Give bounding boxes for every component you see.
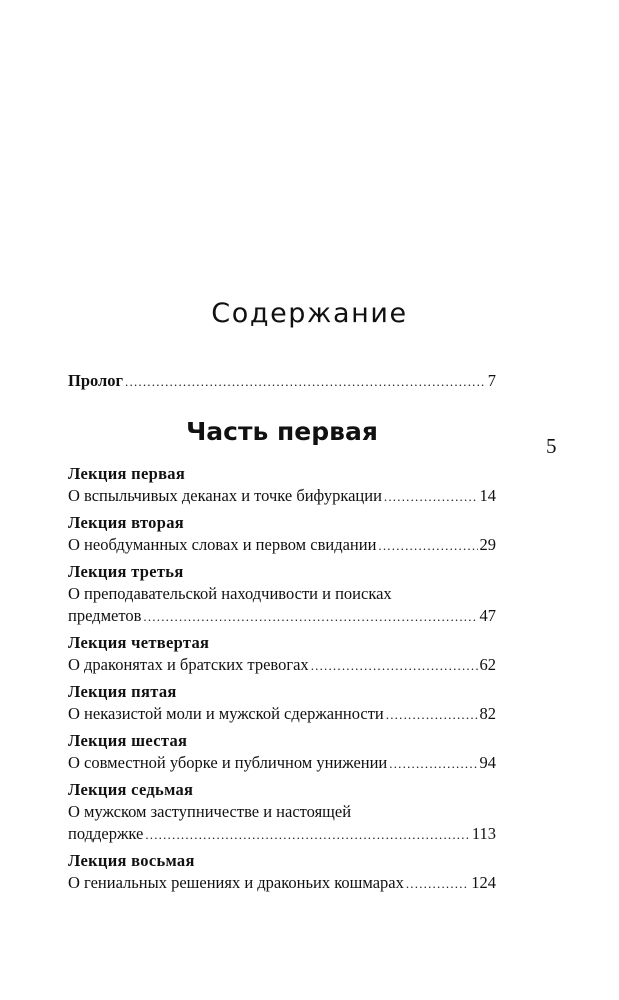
lecture-description-line: О совместной уборке и публичном унижении xyxy=(68,753,388,772)
dot-leader xyxy=(125,371,486,393)
table-of-contents xyxy=(68,370,496,899)
lecture-description-line: О мужском заступничестве и настоящей xyxy=(68,802,352,821)
toc-entry-lecture xyxy=(68,512,496,557)
lecture-last-line xyxy=(68,605,496,628)
toc-entry-lecture xyxy=(68,779,496,846)
lecture-last-line xyxy=(68,752,496,775)
lecture-last-line xyxy=(68,703,496,726)
toc-entry-lecture xyxy=(68,561,496,628)
part-title: Часть первая xyxy=(186,417,378,446)
lecture-description-line: О неказистой моли и мужской сдержанности xyxy=(68,704,384,723)
lecture-list xyxy=(68,463,496,895)
toc-entry-lecture xyxy=(68,730,496,775)
dot-leader xyxy=(386,704,478,726)
lecture-description-line: поддержке xyxy=(68,824,144,843)
lecture-title: Лекция первая xyxy=(68,464,186,483)
dot-leader xyxy=(145,824,470,846)
lecture-description-line: О вспыльчивых деканах и точке бифуркации xyxy=(68,486,382,505)
lecture-page: 47 xyxy=(479,606,496,625)
toc-heading: Содержание xyxy=(211,298,408,329)
lecture-title: Лекция седьмая xyxy=(68,780,194,799)
lecture-last-line xyxy=(68,872,496,895)
lecture-page: 29 xyxy=(479,535,496,554)
page-number: 5 xyxy=(546,434,557,458)
lecture-last-line xyxy=(68,654,496,677)
dot-leader xyxy=(311,655,478,677)
lecture-title: Лекция вторая xyxy=(68,513,184,532)
lecture-page: 62 xyxy=(479,655,496,674)
dot-leader xyxy=(389,753,477,775)
lecture-description-line: О необдуманных словах и первом свидании xyxy=(68,535,377,554)
lecture-title: Лекция пятая xyxy=(68,682,177,701)
lecture-description-line: О драконятах и братских тревогах xyxy=(68,655,309,674)
toc-entry-lecture xyxy=(68,681,496,726)
lecture-last-line xyxy=(68,823,496,846)
lecture-page: 14 xyxy=(479,486,496,505)
toc-entry-lecture xyxy=(68,850,496,895)
dot-leader xyxy=(143,606,477,628)
lecture-description-line: О преподавательской находчивости и поисках xyxy=(68,584,392,603)
lecture-last-line xyxy=(68,485,496,508)
dot-leader xyxy=(406,873,469,895)
dot-leader xyxy=(384,486,478,508)
prologue-title: Пролог xyxy=(68,371,124,390)
lecture-page: 124 xyxy=(471,873,496,892)
lecture-title: Лекция четвертая xyxy=(68,633,210,652)
lecture-page: 82 xyxy=(479,704,496,723)
toc-entry-lecture xyxy=(68,463,496,508)
toc-entry-lecture xyxy=(68,632,496,677)
lecture-title: Лекция третья xyxy=(68,562,184,581)
lecture-title: Лекция восьмая xyxy=(68,851,195,870)
prologue-page: 7 xyxy=(487,371,496,390)
lecture-page: 113 xyxy=(471,824,496,843)
toc-entry-prologue xyxy=(68,370,496,393)
lecture-page: 94 xyxy=(479,753,496,772)
lecture-last-line xyxy=(68,534,496,557)
lecture-title: Лекция шестая xyxy=(68,731,188,750)
lecture-description-line: О гениальных решениях и драконьих кошмарах xyxy=(68,873,404,892)
lecture-description-line: предметов xyxy=(68,606,142,625)
dot-leader xyxy=(378,535,477,557)
